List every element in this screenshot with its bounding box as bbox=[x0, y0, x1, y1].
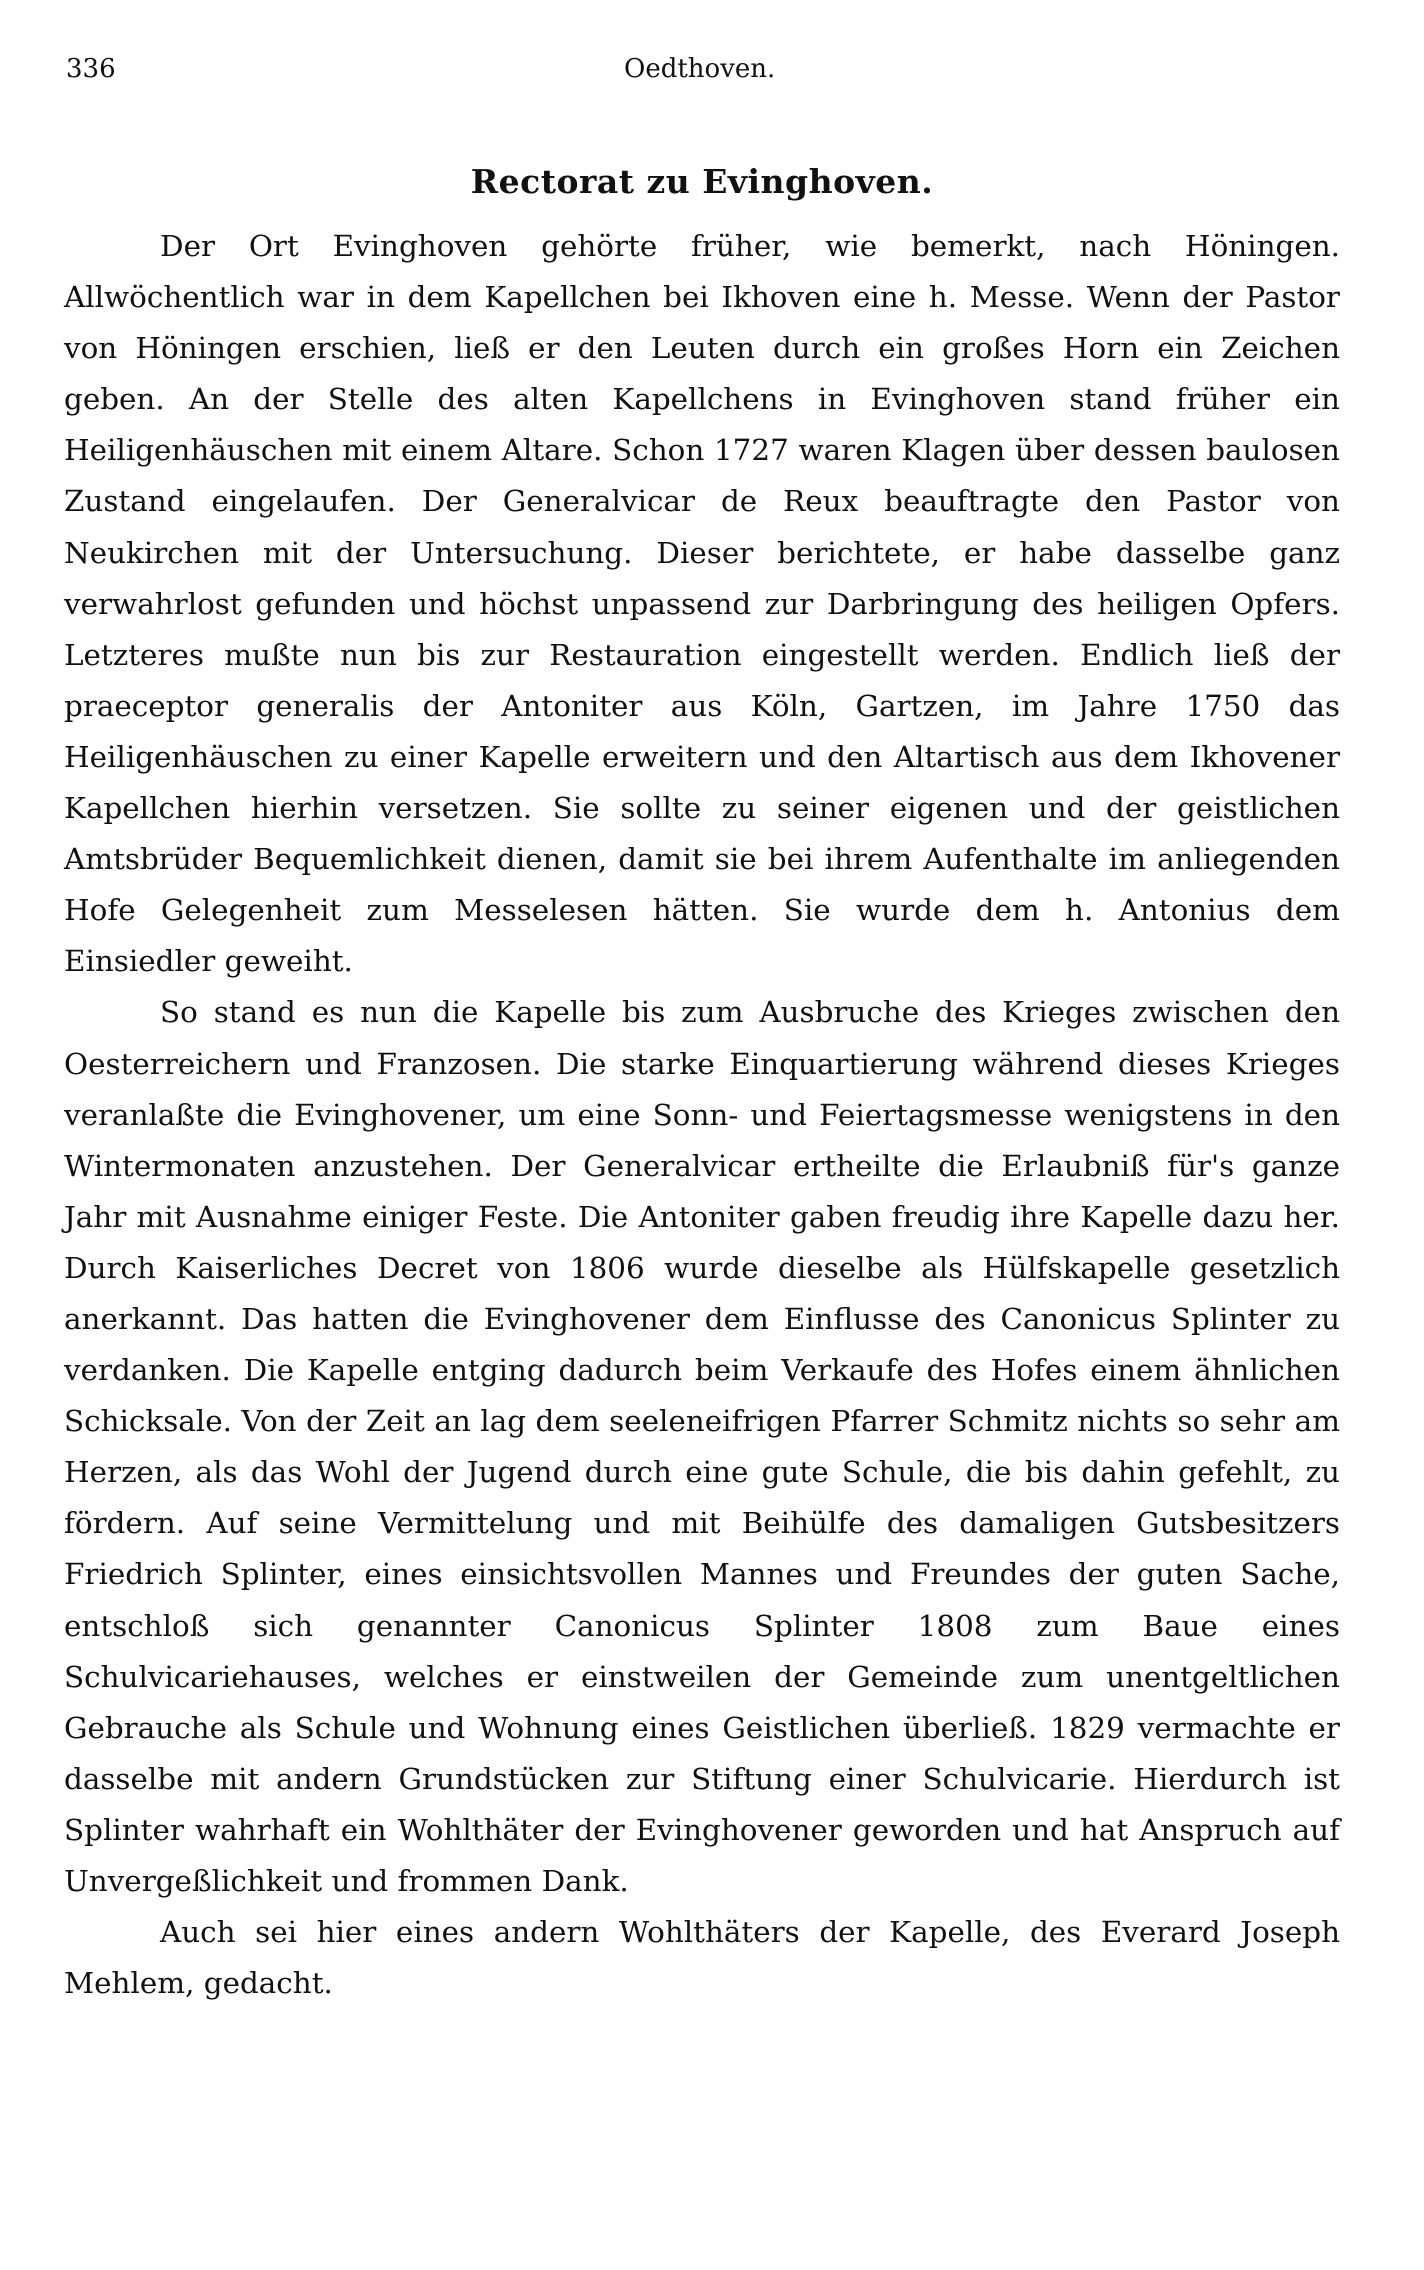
paragraph: Auch sei hier eines andern Wohlthäters der Kapelle, des Everard Joseph Mehlem, gedacht. bbox=[64, 1915, 1340, 2001]
document-page bbox=[64, 48, 1340, 2009]
paragraph: Der Ort Evinghoven gehörte früher, wie bemerkt, nach Höningen. Allwöchentlich war in dem Kapellchen bei Ikhoven eine h. Messe. Wenn der Pastor von Höningen erschien, ließ er den Leuten durch ein großes Horn ein Zeichen geben. An der Stelle des alten Kapellchens in Evinghoven stand früher ein Heiligenhäuschen mit einem Altare. Schon 1727 waren Klagen über dessen baulosen Zustand eingelaufen. Der Generalvicar de Reux beauftragte den Pastor von Neukirchen mit der Untersuchung. Dieser berichtete, er habe dasselbe ganz verwahrlost gefunden und höchst unpassend zur Darbringung des heiligen Opfers. Letzteres mußte nun bis zur Restauration eingestellt werden. Endlich ließ der praeceptor generalis der Antoniter aus Köln, Gartzen, im Jahre 1750 das Heiligenhäuschen zu einer Kapelle erweitern und den Altartisch aus dem Ikhovener Kapellchen hierhin versetzen. Sie sollte zu seiner eigenen und der geistlichen Amtsbrüder Bequemlichkeit dienen, damit sie bei ihrem Aufenthalte im anliegenden Hofe Gelegenheit zum Messelesen hätten. Sie wurde dem h. Antonius dem Einsiedler geweiht. bbox=[64, 229, 1340, 979]
body-text bbox=[64, 221, 1340, 2009]
paragraph: So stand es nun die Kapelle bis zum Ausbruche des Krieges zwischen den Oesterreichern und Franzosen. Die starke Einquartierung während dieses Krieges veranlaßte die Evinghovener, um eine Sonn- und Feiertagsmesse wenigstens in den Wintermonaten anzustehen. Der Generalvicar ertheilte die Erlaubniß für's ganze Jahr mit Ausnahme einiger Feste. Die Antoniter gaben freudig ihre Kapelle dazu her. Durch Kaiserliches Decret von 1806 wurde dieselbe als Hülfskapelle gesetzlich anerkannt. Das hatten die Evinghovener dem Einflusse des Canonicus Splinter zu verdanken. Die Kapelle entging dadurch beim Verkaufe des Hofes einem ähnlichen Schicksale. Von der Zeit an lag dem seeleneifrigen Pfarrer Schmitz nichts so sehr am Herzen, als das Wohl der Jugend durch eine gute Schule, die bis dahin gefehlt, zu fördern. Auf seine Vermittelung und mit Beihülfe des damaligen Gutsbesitzers Friedrich Splinter, eines einsichtsvollen Mannes und Freundes der guten Sache, entschloß sich genannter Canonicus Splinter 1808 zum Baue eines Schulvicariehauses, welches er einstweilen der Gemeinde zum unentgeltlichen Gebrauche als Schule und Wohnung eines Geistlichen überließ. 1829 vermachte er dasselbe mit andern Grundstücken zur Stiftung einer Schulvicarie. Hierdurch ist Splinter wahrhaft ein Wohlthäter der Evinghovener geworden und hat Anspruch auf Unvergeßlichkeit und frommen Dank. bbox=[64, 995, 1340, 1898]
running-title: Oedthoven. bbox=[624, 54, 776, 84]
page-number: 336 bbox=[66, 54, 116, 84]
section-title: Rectorat zu Evinghoven. bbox=[470, 162, 934, 201]
running-header bbox=[64, 48, 1340, 100]
